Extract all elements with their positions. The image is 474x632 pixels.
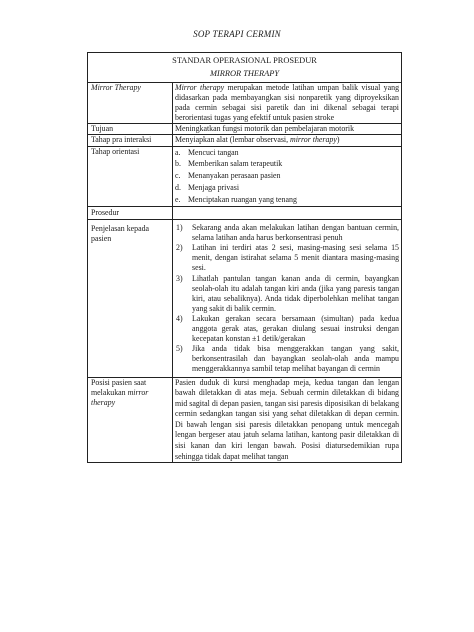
pra-interaksi-body: Menyiapkan alat (lembar observasi, xyxy=(175,135,291,145)
prosedur-label: Prosedur xyxy=(88,207,173,220)
pra-interaksi-term: mirror therapy xyxy=(290,135,337,145)
list-item xyxy=(175,158,399,170)
definition-text xyxy=(173,83,402,124)
prosedur-empty-cell xyxy=(173,207,402,220)
list-marker: 4) xyxy=(176,313,183,323)
list-marker: 5) xyxy=(176,344,183,354)
list-item xyxy=(175,344,399,374)
tujuan-text: Meningkatkan fungsi motorik dan pembelajaran motorik xyxy=(173,124,402,135)
list-item xyxy=(175,182,399,194)
list-text: Menjaga privasi xyxy=(188,183,240,193)
sop-table xyxy=(87,52,402,463)
list-marker: b. xyxy=(175,159,181,169)
list-text: Menanyakan perasaan pasien xyxy=(188,171,281,181)
list-text: Sekarang anda akan melakukan latihan dengan bantuan cermin, selama latihan anda harus berkonsentrasi penuh xyxy=(192,223,400,243)
penjelasan-list xyxy=(175,223,399,374)
list-marker: a. xyxy=(175,147,181,157)
list-item xyxy=(175,243,399,273)
pra-interaksi-text xyxy=(173,135,402,146)
header-cell xyxy=(88,53,402,83)
penjelasan-row xyxy=(88,220,402,377)
list-text: Lakukan gerakan secara bersamaan (simultan) pada kedua anggota gerak atas, gerakan diulang sesuai instruksi dengan kecepatan konstan ±1 detik/gerakan xyxy=(192,313,400,344)
list-item xyxy=(175,274,399,314)
header-title: STANDAR OPERASIONAL PROSEDUR xyxy=(172,56,317,65)
list-item xyxy=(175,223,399,243)
orientasi-list xyxy=(175,147,399,207)
list-marker: 2) xyxy=(176,243,183,253)
orientasi-list-cell xyxy=(173,146,402,207)
list-text: Jika anda tidak bisa menggerakkan tangan yang sakit, berkonsentrasilah dan bayangkan seolah-olah anda mampu menggerakkannya sambil tetap melihat bayangan di cermin xyxy=(192,344,400,374)
penjelasan-list-cell xyxy=(173,220,402,377)
orientasi-row xyxy=(88,146,402,207)
orientasi-label: Tahap orientasi xyxy=(88,146,173,207)
header-row xyxy=(88,53,402,83)
document-title: SOP TERAPI CERMIN xyxy=(193,29,281,39)
prosedur-row xyxy=(88,207,402,220)
list-item xyxy=(175,314,399,344)
header-subtitle: MIRROR THERAPY xyxy=(209,69,280,78)
list-item xyxy=(175,194,399,206)
list-marker: e. xyxy=(175,195,181,205)
posisi-label xyxy=(88,377,173,463)
list-marker: 1) xyxy=(176,223,183,233)
definition-body: merupakan metode latihan umpan balik visual yang didasarkan pada membayangkan sisi nonparetik yang diproyeksikan pada cermin sebagai sisi paretik dan ini dikenal sebagai terapi berorientasi tugas yang efektif untuk pasien stroke xyxy=(175,83,400,123)
list-text: Latihan ini terdiri atas 2 sesi, masing-masing sesi selama 15 menit, dengan istirahat selama 5 menit diantara masing-masing sesi. xyxy=(192,243,400,273)
definition-row xyxy=(88,83,402,124)
list-text: Memberikan salam terapeutik xyxy=(188,159,283,169)
penjelasan-label: Penjelasan kepada pasien xyxy=(88,220,173,377)
list-text: Menciptakan ruangan yang tenang xyxy=(188,195,297,205)
list-text: Lihatlah pantulan tangan kanan anda di cermin, bayangkan seolah-olah itu adalah tangan kiri anda (jika yang paresis tangan kiri, atau sebaliknya). Anda tidak diperbolehkan melihat tangan yang sakit di balik cermin. xyxy=(192,273,400,313)
tujuan-label: Tujuan xyxy=(88,124,173,135)
list-text: Mencuci tangan xyxy=(188,147,239,157)
list-marker: 3) xyxy=(176,273,183,283)
pra-interaksi-end: ) xyxy=(336,135,340,145)
posisi-label-term: mirror therapy xyxy=(91,387,149,407)
posisi-row xyxy=(88,377,402,463)
pra-interaksi-label: Tahap pra interaksi xyxy=(88,135,173,146)
definition-term: Mirror therapy xyxy=(175,83,225,92)
list-marker: c. xyxy=(175,171,181,181)
list-item xyxy=(175,170,399,182)
pra-interaksi-row xyxy=(88,135,402,146)
posisi-label-text: Posisi pasien saat melakukan xyxy=(91,377,147,397)
tujuan-row xyxy=(88,124,402,135)
definition-label: Mirror Therapy xyxy=(88,83,173,124)
list-marker: d. xyxy=(175,183,181,193)
posisi-text: Pasien duduk di kursi menghadap meja, kedua tangan dan lengan bawah diletakkan di atas meja. Sebuah cermin diletakkan di bidang mid sagital di depan pasien, tangan sisi paresis diposisikan di belakang cermin sedangkan tangan sisi yang sehat diletakkan di depan cermin. Di bawah lengan sisi paresis diletakkan penopang untuk mencegah lengan bergeser atau jatuh selama latihan, kantong pasir diletakkan di sisi kanan dan kiri lengan bawah. Posisi diatursedemikian rupa sehingga tidak dapat melihat tangan xyxy=(173,377,402,463)
list-item xyxy=(175,147,399,159)
